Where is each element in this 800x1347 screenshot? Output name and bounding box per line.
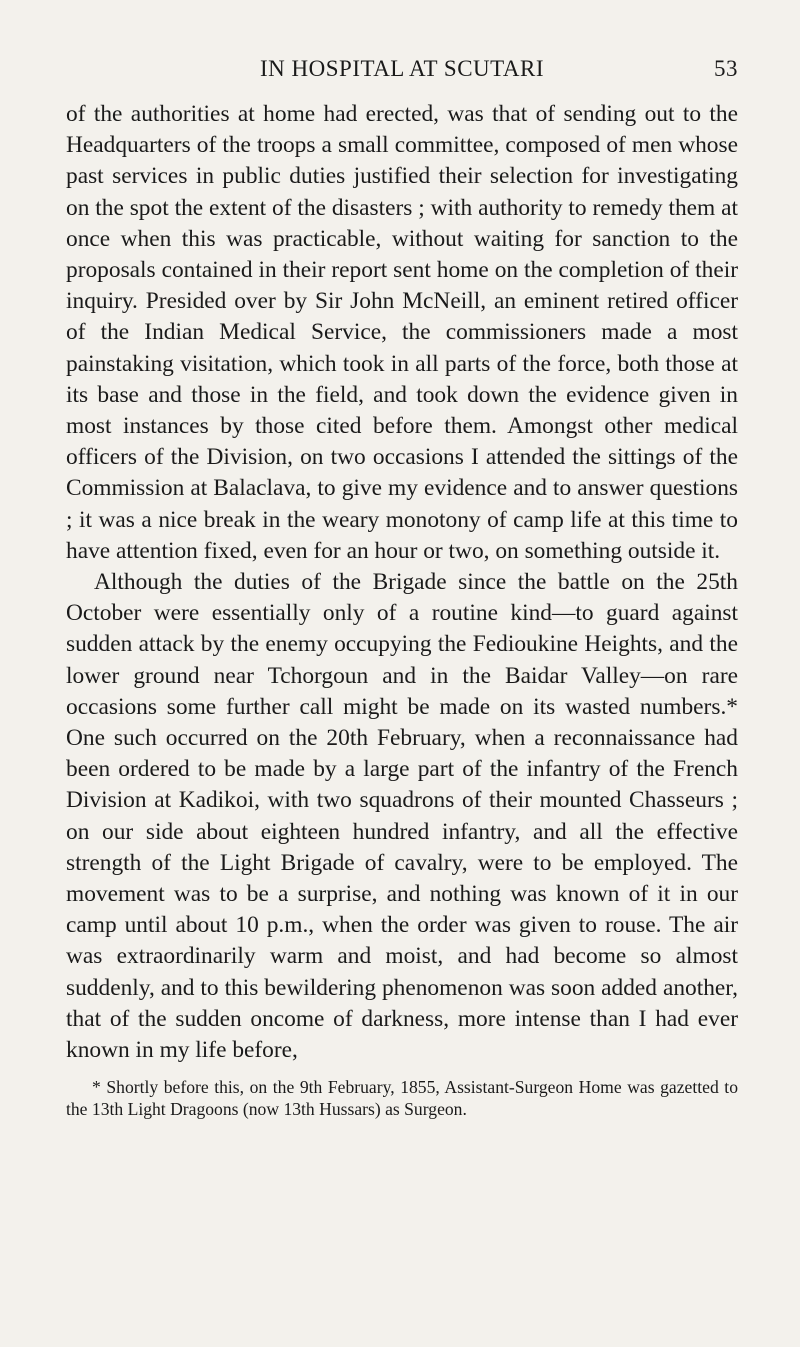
- page-number: 53: [714, 56, 738, 81]
- footnote-text: * Shortly before this, on the 9th February, 1855, Assistant-Surgeon Home was gazetted to the 13th Light Dragoons (now 13th Hussars) as Surgeon.: [66, 1077, 738, 1120]
- body-text: [66, 99, 738, 1066]
- paragraph: of the authorities at home had erected, was that of sending out to the Headquarters of the troops a small committee, composed of men whose past services in public duties justified their selection for investigating on the spot the extent of the disasters ; with authority to remedy them at once when this was practicable, without waiting for sanction to the proposals contained in their report sent home on the completion of their inquiry. Presided over by Sir John McNeill, an eminent retired officer of the Indian Medical Service, the commissioners made a most painstaking visitation, which took in all parts of the force, both those at its base and those in the field, and took down the evidence given in most instances by those cited before them. Amongst other medical officers of the Division, on two occasions I attended the sittings of the Commission at Balaclava, to give my evidence and to answer questions ; it was a nice break in the weary monotony of camp life at this time to have attention fixed, even for an hour or two, on something outside it.: [66, 101, 738, 564]
- running-head: [66, 56, 738, 92]
- paragraph: Although the duties of the Brigade since the battle on the 25th October were essentially only of a routine kind—to guard against sudden attack by the enemy occupying the Fedioukine Heights, and the lower ground near Tchorgoun and in the Baidar Valley—on rare occasions some further call might be made on its wasted numbers.* One such occurred on the 20th February, when a reconnaissance had been ordered to be made by a large part of the infantry of the French Division at Kadikoi, with two squadrons of their mounted Chasseurs ; on our side about eighteen hundred infantry, and all the effective strength of the Light Brigade of cavalry, were to be employed. The movement was to be a surprise, and nothing was known of it in our camp until about 10 p.m., when the order was given to rouse. The air was extraordinarily warm and moist, and had become so almost suddenly, and to this bewildering phenomenon was soon added another, that of the sudden oncome of darkness, more intense than I had ever known in my life before,: [66, 569, 738, 1064]
- book-page: [66, 56, 738, 1120]
- footnote: [66, 1076, 738, 1120]
- running-title: IN HOSPITAL AT SCUTARI: [260, 56, 544, 81]
